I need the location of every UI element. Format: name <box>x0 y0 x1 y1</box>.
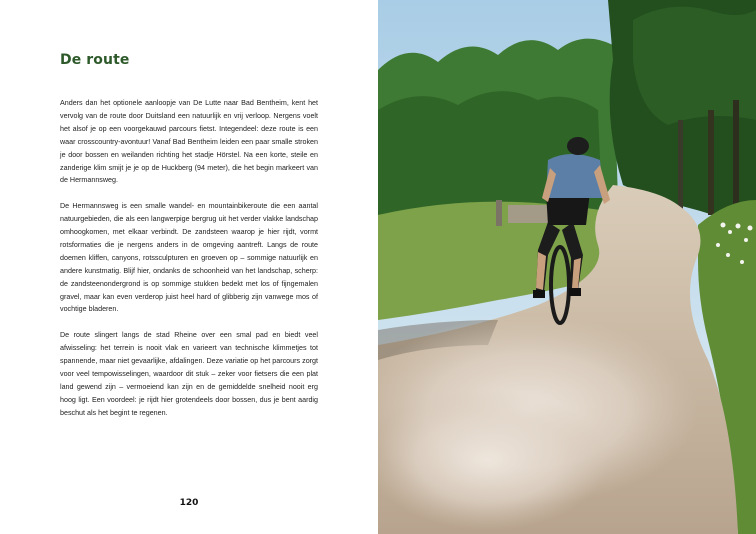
photo-page <box>378 0 756 534</box>
paragraph: De Hermannsweg is een smalle wandel- en mountainbikeroute die een aantal natuurgebieden, die als een langwerpige bergrug uit het verder vlakke landschap omhoogkomen, met elkaar verbindt. De zandsteen waarop je hier rijdt, vormt rotsformaties die je nergens anders in de omgeving aantreft. Langs de route doemen kliffen, canyons, rotssculpturen en groeven op – sommige natuurlijk en andere kunstmatig. Blijf hier, ondanks de schoonheid van het landschap, scherp: de zandsteenondergrond is op sommige stukken bedekt met los of fijngemalen gravel, maar kan even verderop juist heel hard of glibberig zijn vanwege mos of vochtige bladeren. <box>60 202 318 314</box>
paragraph: De route slingert langs de stad Rheine over een smal pad en biedt veel afwisseling: het terrein is nooit vlak en varieert van technische klimmetjes tot spannende, maar niet gevaarlijke, afdalingen. Deze variatie op het parcours zorgt voor veel tempowisselingen, waardoor dit stuk – zeker voor fietsers die een plat land gewend zijn – vermoeiend kan zijn en de gemiddelde snelheid nooit erg hoog ligt. Een voordeel: je rijdt hier grotendeels door bossen, dus je bent aardig beschut als het begint te regenen. <box>60 331 318 417</box>
logs <box>496 200 502 226</box>
body-text <box>60 97 318 433</box>
section-title: De route <box>60 52 130 68</box>
paragraph: Anders dan het optionele aanloopje van De Lutte naar Bad Bentheim, kent het vervolg van de route door Duitsland een natuurlijk en vrij verloop. Nergens voelt het alsof je op een voorgekauwd parcours fietst. Integendeel: deze route is een waar crosscountry-avontuur! Vanaf Bad Bentheim leiden een paar smalle stroken je door bossen en weilanden richting het stadje Hörstel. Na een korte, steile en zanderige klim smijt je je op de Huckberg (94 meter), die het begin markeert van de Hermannsweg. <box>60 99 318 185</box>
tree-trunk <box>733 100 739 220</box>
dust-cloud <box>378 390 608 530</box>
page-number: 120 <box>179 498 199 508</box>
cyclist-photo <box>378 0 756 534</box>
tree-trunk <box>708 110 714 215</box>
tree-trunk <box>678 120 683 215</box>
